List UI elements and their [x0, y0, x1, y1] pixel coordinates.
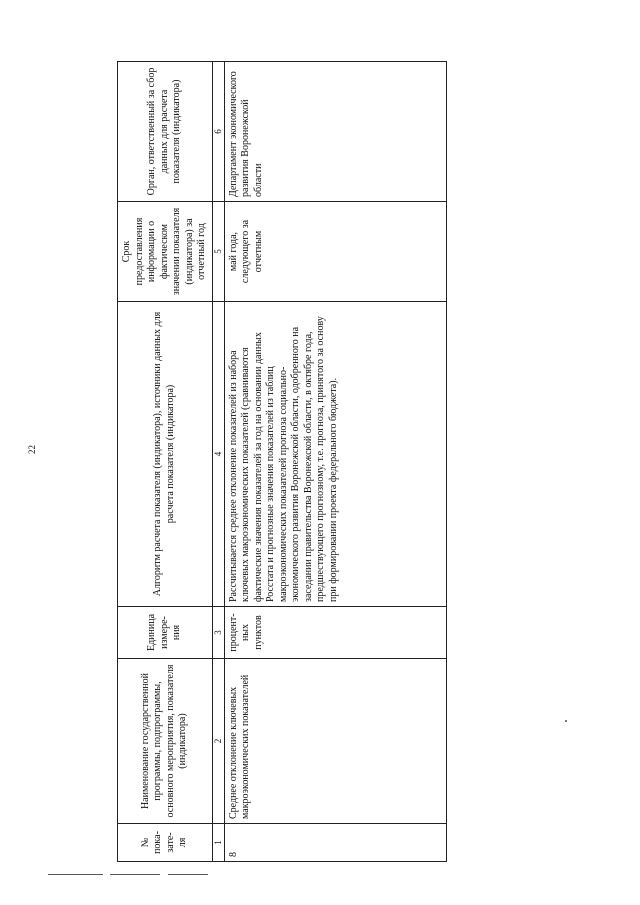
- header-responsible: Орган, ответственный за сбор данных для расчета показателя (индикатора): [118, 62, 213, 202]
- column-number: 1: [212, 824, 224, 862]
- column-number: 6: [212, 62, 224, 202]
- footer-rule: [48, 874, 103, 875]
- column-number: 4: [212, 302, 224, 607]
- footer-rule: [168, 874, 208, 875]
- header-unit: Единица измере-ния: [118, 607, 213, 659]
- header-number: № пока-зате-ля: [118, 824, 213, 862]
- header-name: Наименование государственной программы, подпрограммы, основного мероприятия, показателя (индикатора): [118, 659, 213, 824]
- column-number: 2: [212, 659, 224, 824]
- footer-rule: [110, 874, 160, 875]
- row-responsible: Департамент экономического развития Воронежской области: [224, 62, 446, 202]
- rotated-table-container: [117, 62, 445, 862]
- page-number: 22: [27, 445, 37, 454]
- header-algorithm: Алгоритм расчета показателя (индикатора), источники данных для расчета показателя (индикатора): [118, 302, 213, 607]
- column-number-row: [212, 62, 224, 862]
- row-number: 8: [224, 824, 446, 862]
- table-row: [224, 62, 446, 862]
- row-unit: процент-ных пунктов: [224, 607, 446, 659]
- row-algorithm: Рассчитывается среднее отклонение показателей из набора ключевых макроэкономических показателей (сравниваются фактические значения показателей за год на основании данных Росстата и прогнозные значения показателей из таблиц макроэкономических показателей прогноза социально-экономического развития Воронежской области, одобренного на заседании правительства Воронежской области, в октябре года, предшествующего прогнозному, т.е. прогноза, принятого за основу при формировании проекта федерального бюджета).: [224, 302, 446, 607]
- header-row: [118, 62, 213, 862]
- scan-speck: [565, 720, 567, 722]
- column-number: 3: [212, 607, 224, 659]
- header-deadline: Срок предоставления информации о фактическом значении показателя (индикатора) за отчетный год: [118, 202, 213, 302]
- column-number: 5: [212, 202, 224, 302]
- indicator-table: [117, 61, 447, 862]
- row-deadline: май года, следующего за отчетным: [224, 202, 446, 302]
- row-name: Среднее отклонение ключевых макроэкономических показателей: [224, 659, 446, 824]
